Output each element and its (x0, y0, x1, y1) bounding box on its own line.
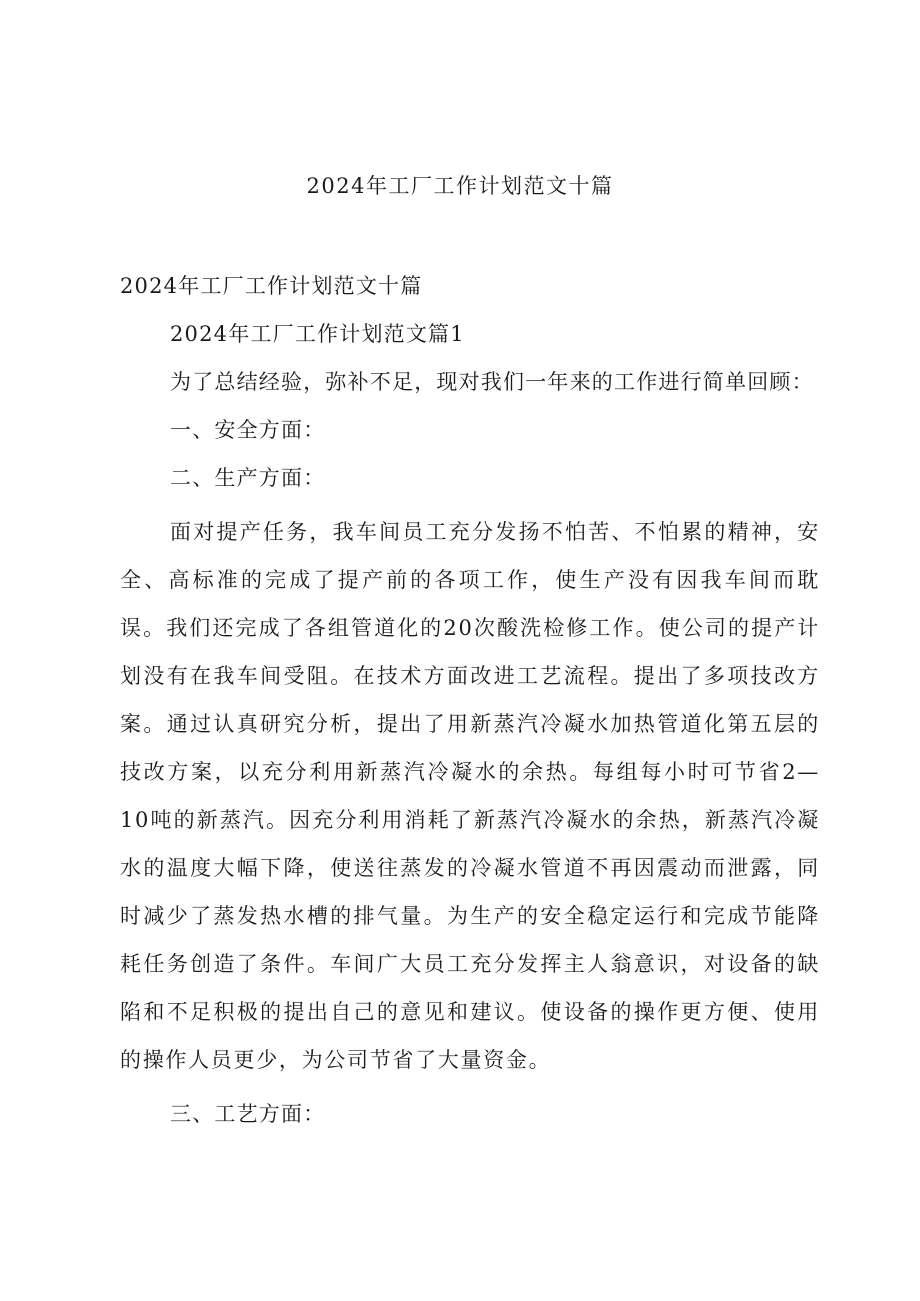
safety-heading: 一、安全方面： (170, 418, 326, 442)
production-heading: 二、生产方面： (170, 466, 326, 490)
intro-paragraph: 为了总结经验，弥补不足，现对我们一年来的工作进行简单回顾： (170, 370, 814, 394)
process-heading: 三、工艺方面： (170, 1102, 326, 1126)
production-paragraph: 面对提产任务，我车间员工充分发扬不怕苦、不怕累的精神，安全、高标准的完成了提产前的各项工作，使生产没有因我车间而耽误。我们还完成了各组管道化的20次酸洗检修工作。使公司的提产计划没有在我车间受阻。在技术方面改进工艺流程。提出了多项技改方案。通过认真研究分析，提出了用新蒸汽冷凝水加热管道化第五层的技改方案，以充分利用新蒸汽冷凝水的余热。每组每小时可节省2—10吨的新蒸汽。因充分利用消耗了新蒸汽冷凝水的余热，新蒸汽冷凝水的温度大幅下降，使送往蒸发的冷凝水管道不再因震动而泄露，同时减少了蒸发热水槽的排气量。为生产的安全稳定运行和完成节能降耗任务创造了条件。车间广大员工充分发挥主人翁意识，对设备的缺陷和不足积极的提出自己的意见和建议。使设备的操作更方便、使用的操作人员更少，为公司节省了大量资金。 (120, 520, 820, 1072)
document-subtitle: 2024年工厂工作计划范文十篇 (120, 274, 423, 298)
document-title: 2024年工厂工作计划范文十篇 (306, 174, 614, 198)
document-body (120, 268, 820, 1144)
section-heading: 2024年工厂工作计划范文篇1 (170, 322, 465, 346)
